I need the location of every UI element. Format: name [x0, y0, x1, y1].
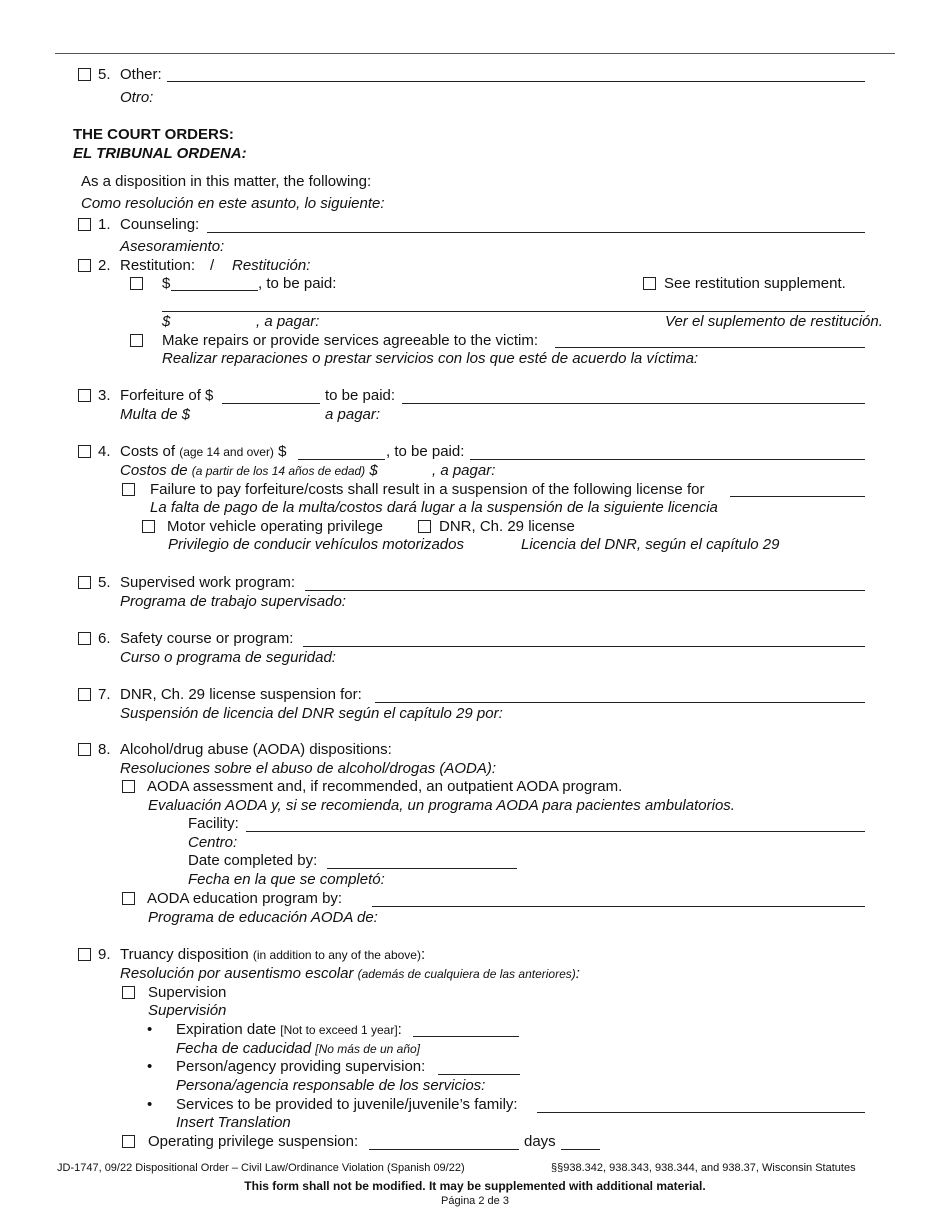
truancy-label-text: Truancy disposition [120, 946, 249, 963]
counseling-line[interactable] [207, 232, 865, 233]
expiration-note-es: [No más de un año] [315, 1042, 421, 1056]
restitution-num: 2. [98, 257, 111, 274]
truancy-colon: : [420, 946, 426, 963]
dnr-license-label: DNR, Ch. 29 license [439, 518, 575, 535]
bullet-expiration: • [147, 1021, 153, 1038]
costs-dollar: $ [278, 443, 287, 460]
expiration-label-text: Expiration date [176, 1021, 277, 1038]
aoda-num: 8. [98, 741, 111, 758]
services-label-es: Insert Translation [176, 1114, 291, 1131]
supervision-checkbox[interactable] [122, 986, 135, 999]
see-supplement-checkbox[interactable] [643, 277, 656, 290]
aoda-label: Alcohol/drug abuse (AODA) dispositions: [120, 741, 392, 758]
costs-label-text: Costs of [120, 443, 176, 460]
costs-checkbox[interactable] [78, 445, 91, 458]
restitution-dollar: $ [162, 275, 171, 292]
restitution-label-es: Restitución: [232, 257, 311, 274]
expiration-note: [Not to exceed 1 year] [280, 1023, 398, 1037]
counseling-num: 1. [98, 216, 111, 233]
supervision-label-es: Supervisión [148, 1002, 227, 1019]
restitution-pay-line[interactable] [162, 311, 865, 312]
costs-to-be-paid-es: , a pagar: [432, 462, 496, 479]
motor-vehicle-label-es: Privilegio de conducir vehículos motorizados [168, 536, 464, 553]
forfeiture-label: Forfeiture of $ [120, 387, 214, 404]
restitution-dollar-es: $ [162, 313, 171, 330]
costs-label-es-text: Costos de [120, 462, 188, 479]
truancy-note-es: (además de cualquiera de las anteriores) [357, 967, 576, 981]
counseling-label-es: Asesoramiento: [120, 238, 225, 255]
date-completed-label-es: Fecha en la que se completó: [188, 871, 385, 888]
supervision-label: Supervision [148, 984, 227, 1001]
costs-dollar-es: $ [369, 462, 378, 479]
truancy-num: 9. [98, 946, 111, 963]
repairs-line[interactable] [555, 347, 865, 348]
see-supplement-label-es: Ver el suplemento de restitución. [665, 313, 883, 330]
motor-vehicle-checkbox[interactable] [142, 520, 155, 533]
bullet-person: • [147, 1058, 153, 1075]
truancy-checkbox[interactable] [78, 948, 91, 961]
motor-vehicle-label: Motor vehicle operating privilege [167, 518, 383, 535]
aoda-education-checkbox[interactable] [122, 892, 135, 905]
restitution-amount-checkbox[interactable] [130, 277, 143, 290]
aoda-assessment-label-es: Evaluación AODA y, si se recomienda, un programa AODA para pacientes ambulatorios. [148, 797, 735, 814]
work-label: Supervised work program: [120, 574, 296, 591]
services-label: Services to be provided to juvenile/juvenile’s family: [176, 1096, 518, 1113]
expiration-label [176, 1021, 402, 1039]
safety-label: Safety course or program: [120, 630, 294, 647]
aoda-education-label: AODA education program by: [147, 890, 343, 907]
orders-heading-es: EL TRIBUNAL ORDENA: [73, 145, 247, 162]
dnr-suspension-checkbox[interactable] [78, 688, 91, 701]
work-num: 5. [98, 574, 111, 591]
aoda-label-es: Resoluciones sobre el abuso de alcohol/drogas (AODA): [120, 760, 497, 777]
costs-amount-line[interactable] [298, 459, 385, 460]
footer-form-id: JD-1747, 09/22 Dispositional Order – Civil Law/Ordinance Violation (Spanish 09/22) [57, 1162, 465, 1174]
costs-age-note-es: (a partir de los 14 años de edad) [191, 464, 366, 478]
truancy-colon-es: : [575, 965, 580, 982]
dnr-suspension-num: 7. [98, 686, 111, 703]
facility-label-es: Centro: [188, 834, 238, 851]
truancy-label [120, 946, 425, 964]
date-completed-line[interactable] [327, 868, 517, 869]
expiration-label-es-text: Fecha de caducidad [176, 1040, 312, 1057]
person-agency-label: Person/agency providing supervision: [176, 1058, 426, 1075]
safety-num: 6. [98, 630, 111, 647]
work-label-es: Programa de trabajo supervisado: [120, 593, 346, 610]
work-checkbox[interactable] [78, 576, 91, 589]
restitution-label: Restitution: [120, 257, 196, 274]
truancy-label-es-text: Resolución por ausentismo escolar [120, 965, 354, 982]
failure-checkbox[interactable] [122, 483, 135, 496]
counseling-checkbox[interactable] [78, 218, 91, 231]
aoda-checkbox[interactable] [78, 743, 91, 756]
restitution-to-be-paid-es: , a pagar: [256, 313, 320, 330]
truancy-label-es [120, 965, 580, 983]
forfeiture-amount-line[interactable] [222, 403, 320, 404]
other-checkbox[interactable] [78, 68, 91, 81]
failure-label: Failure to pay forfeiture/costs shall result in a suspension of the following license for [150, 481, 705, 498]
costs-label [120, 443, 286, 461]
failure-line[interactable] [730, 496, 865, 497]
footer-notice: This form shall not be modified. It may be supplemented with additional material. [244, 1179, 706, 1193]
operating-suspension-label: Operating privilege suspension: [148, 1133, 359, 1150]
operating-suspension-checkbox[interactable] [122, 1135, 135, 1148]
operating-suspension-line[interactable] [369, 1149, 519, 1150]
aoda-assessment-label: AODA assessment and, if recommended, an outpatient AODA program. [147, 778, 623, 795]
safety-checkbox[interactable] [78, 632, 91, 645]
costs-age-note: (age 14 and over) [179, 445, 274, 459]
aoda-assessment-checkbox[interactable] [122, 780, 135, 793]
person-agency-line[interactable] [438, 1074, 520, 1075]
operating-days-line[interactable] [561, 1149, 600, 1150]
forfeiture-pay-line[interactable] [402, 403, 865, 404]
intro-text: As a disposition in this matter, the following: [81, 173, 372, 190]
aoda-education-line[interactable] [372, 906, 865, 907]
costs-label-es [120, 462, 378, 480]
facility-label: Facility: [188, 815, 239, 832]
repairs-checkbox[interactable] [130, 334, 143, 347]
forfeiture-label-es: Multa de $ [120, 406, 191, 423]
forfeiture-to-be-paid-es: a pagar: [325, 406, 381, 423]
costs-num: 4. [98, 443, 111, 460]
costs-to-be-paid: , to be paid: [386, 443, 465, 460]
expiration-line[interactable] [413, 1036, 519, 1037]
expiration-colon: : [397, 1021, 402, 1038]
footer-page: Página 2 de 3 [441, 1195, 509, 1207]
repairs-label-es: Realizar reparaciones o prestar servicios con los que esté de acuerdo la víctima: [162, 350, 699, 367]
safety-label-es: Curso o programa de seguridad: [120, 649, 336, 666]
person-agency-label-es: Persona/agencia responsable de los servicios: [176, 1077, 486, 1094]
counseling-label: Counseling: [120, 216, 200, 233]
intro-text-es: Como resolución en este asunto, lo siguiente: [81, 195, 385, 212]
restitution-to-be-paid: , to be paid: [258, 275, 337, 292]
forfeiture-checkbox[interactable] [78, 389, 91, 402]
dnr-license-label-es: Licencia del DNR, según el capítulo 29 [521, 536, 780, 553]
date-completed-label: Date completed by: [188, 852, 318, 869]
restitution-amount-line[interactable] [171, 290, 258, 291]
header-rule [55, 53, 895, 54]
expiration-label-es [176, 1040, 420, 1058]
dnr-suspension-line[interactable] [375, 702, 865, 703]
dnr-suspension-label-es: Suspensión de licencia del DNR según el capítulo 29 por: [120, 705, 503, 722]
bullet-services: • [147, 1096, 153, 1113]
other-label: Other: [120, 66, 162, 83]
restitution-checkbox[interactable] [78, 259, 91, 272]
other-line[interactable] [167, 81, 865, 82]
footer-statutes: §§938.342, 938.343, 938.344, and 938.37, Wisconsin Statutes [551, 1162, 856, 1174]
see-supplement-label: See restitution supplement. [664, 275, 846, 292]
failure-label-es: La falta de pago de la multa/costos dará lugar a la suspensión de la siguiente licencia [150, 499, 718, 516]
services-line[interactable] [537, 1112, 865, 1113]
operating-days-label: days [524, 1133, 556, 1150]
other-label-es: Otro: [120, 89, 154, 106]
repairs-label: Make repairs or provide services agreeable to the victim: [162, 332, 538, 349]
truancy-note: (in addition to any of the above) [252, 948, 421, 962]
facility-line[interactable] [246, 831, 865, 832]
forfeiture-num: 3. [98, 387, 111, 404]
dnr-license-checkbox[interactable] [418, 520, 431, 533]
safety-line[interactable] [303, 646, 865, 647]
aoda-education-label-es: Programa de educación AODA de: [148, 909, 378, 926]
work-line[interactable] [305, 590, 865, 591]
orders-heading: THE COURT ORDERS: [73, 126, 234, 143]
other-num: 5. [98, 66, 111, 83]
forfeiture-to-be-paid: to be paid: [325, 387, 396, 404]
restitution-sep: / [210, 257, 215, 274]
dnr-suspension-label: DNR, Ch. 29 license suspension for: [120, 686, 362, 703]
costs-pay-line[interactable] [470, 459, 865, 460]
